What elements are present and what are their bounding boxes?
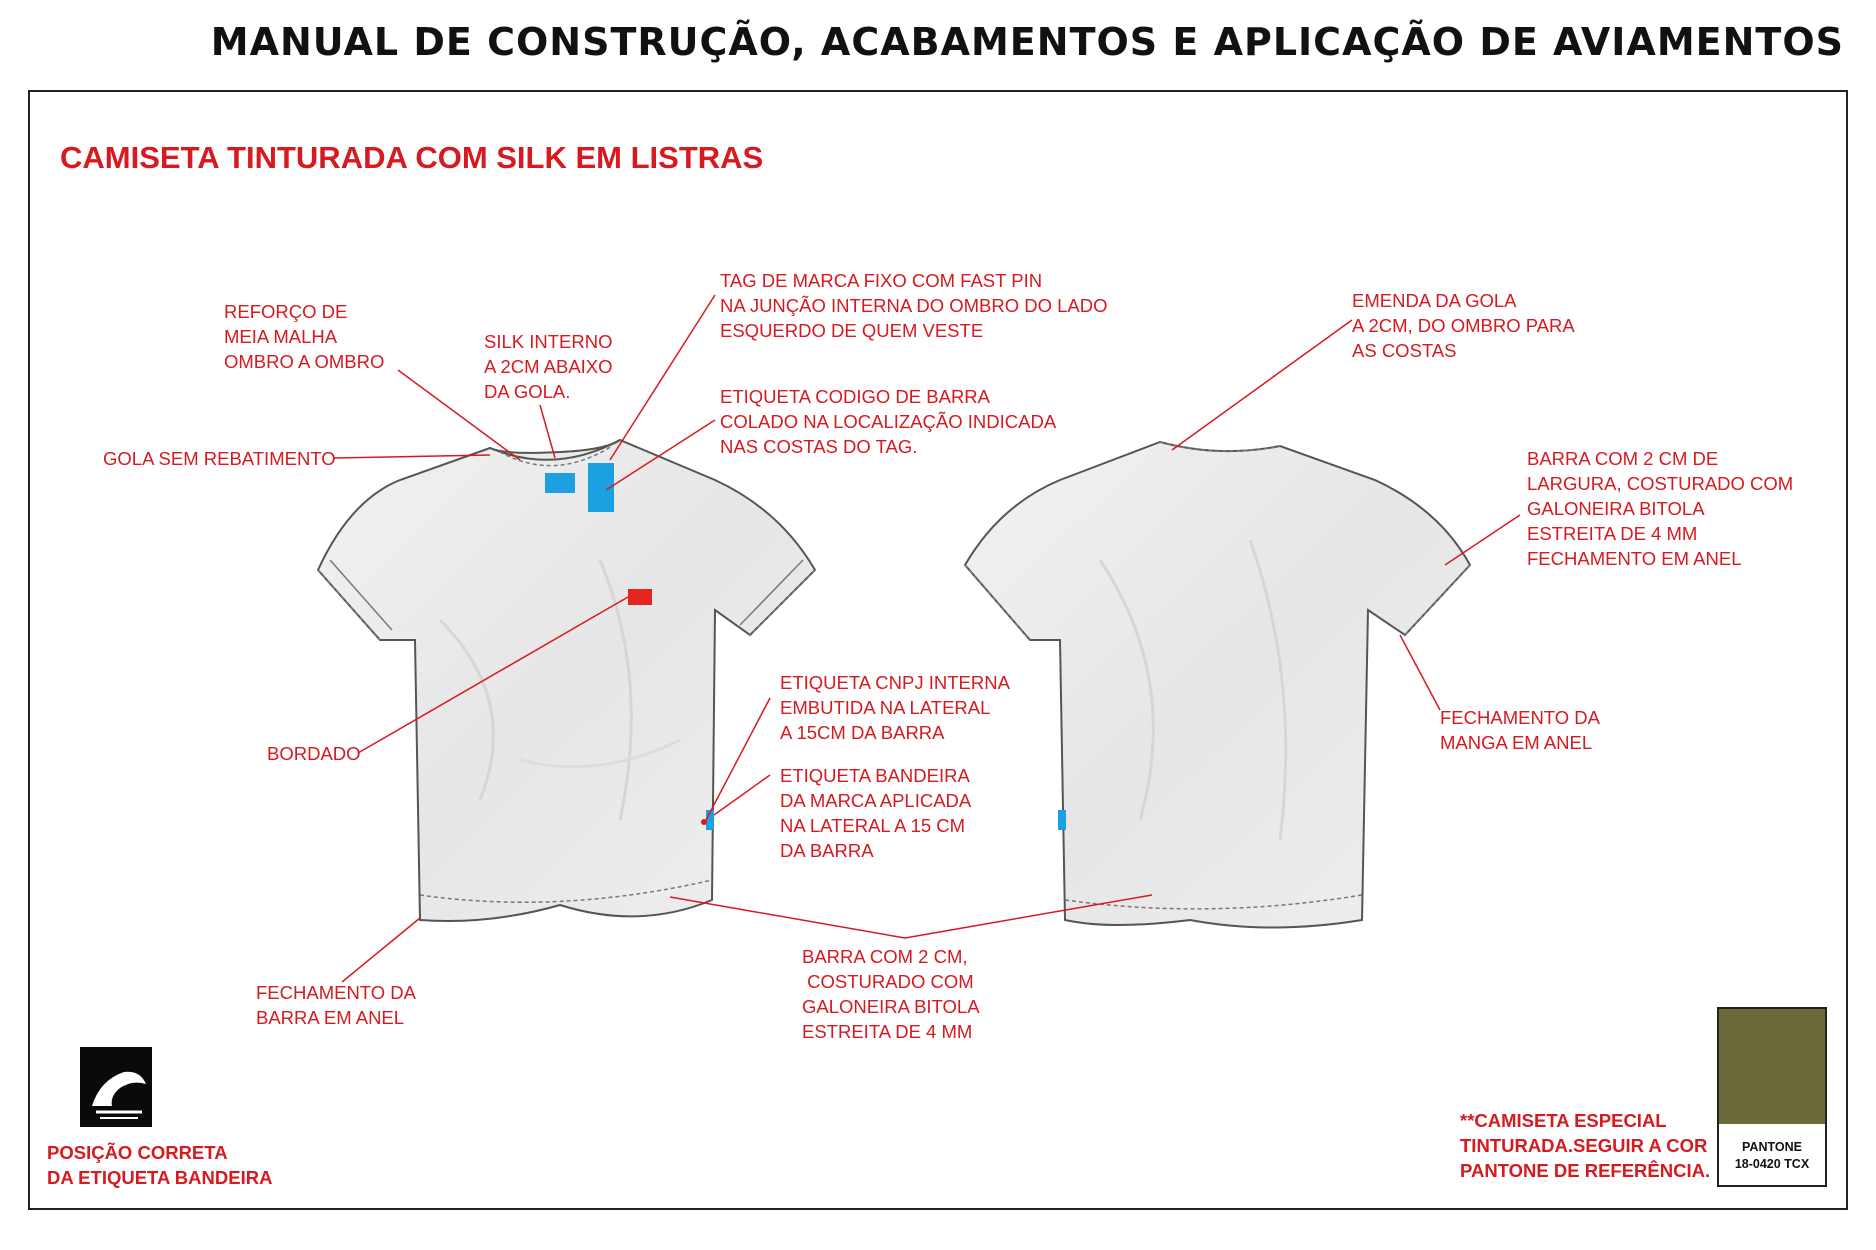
note-barra-manga: BARRA COM 2 CM DE LARGURA, COSTURADO COM GALONEIRA BITOLA ESTREITA DE 4 MM FECHAMENTO EM ANEL <box>1527 448 1794 569</box>
manual-title: MANUAL DE CONSTRUÇÃO, ACABAMENTOS E APLICAÇÃO DE AVIAMENTOS <box>210 20 1844 64</box>
tshirt-front <box>318 440 815 921</box>
sheet-title: CAMISETA TINTURADA COM SILK EM LISTRAS <box>60 140 764 175</box>
embroidery-marker <box>628 589 652 605</box>
note-fechamento-barra: FECHAMENTO DA BARRA EM ANEL <box>256 982 417 1028</box>
pantone-card <box>1717 1007 1827 1187</box>
note-reforco: REFORÇO DE MEIA MALHA OMBRO A OMBRO <box>224 301 385 372</box>
note-tag-marca: TAG DE MARCA FIXO COM FAST PIN NA JUNÇÃO INTERNA DO OMBRO DO LADO ESQUERDO DE QUEM VESTE <box>720 270 1108 341</box>
note-cnpj: ETIQUETA CNPJ INTERNA EMBUTIDA NA LATERAL A 15CM DA BARRA <box>780 672 1010 743</box>
note-bordado: BORDADO <box>267 743 361 764</box>
note-bandeira: ETIQUETA BANDEIRA DA MARCA APLICADA NA LATERAL A 15 CM DA BARRA <box>780 765 972 861</box>
pantone-swatch <box>1719 1009 1825 1124</box>
flag-position-note: POSIÇÃO CORRETA DA ETIQUETA BANDEIRA <box>47 1142 273 1188</box>
special-dye-note: **CAMISETA ESPECIAL TINTURADA.SEGUIR A COR PANTONE DE REFERÊNCIA. <box>1460 1110 1711 1181</box>
pantone-label: PANTONE 18-0420 TCX <box>1734 1140 1810 1171</box>
note-gola: GOLA SEM REBATIMENTO <box>103 448 336 469</box>
flag-label-back-marker <box>1058 810 1066 830</box>
brand-logo-icon <box>80 1047 152 1127</box>
note-etiqueta-codigo: ETIQUETA CODIGO DE BARRA COLADO NA LOCALIZAÇÃO INDICADA NAS COSTAS DO TAG. <box>720 386 1057 457</box>
tshirt-back <box>965 442 1470 928</box>
note-fechamento-manga: FECHAMENTO DA MANGA EM ANEL <box>1440 707 1601 753</box>
note-silk: SILK INTERNO A 2CM ABAIXO DA GOLA. <box>484 331 613 402</box>
note-barra-2cm: BARRA COM 2 CM, COSTURADO COM GALONEIRA BITOLA ESTREITA DE 4 MM <box>802 946 980 1042</box>
silk-label-marker <box>545 473 575 493</box>
note-emenda-gola: EMENDA DA GOLA A 2CM, DO OMBRO PARA AS COSTAS <box>1352 290 1575 361</box>
